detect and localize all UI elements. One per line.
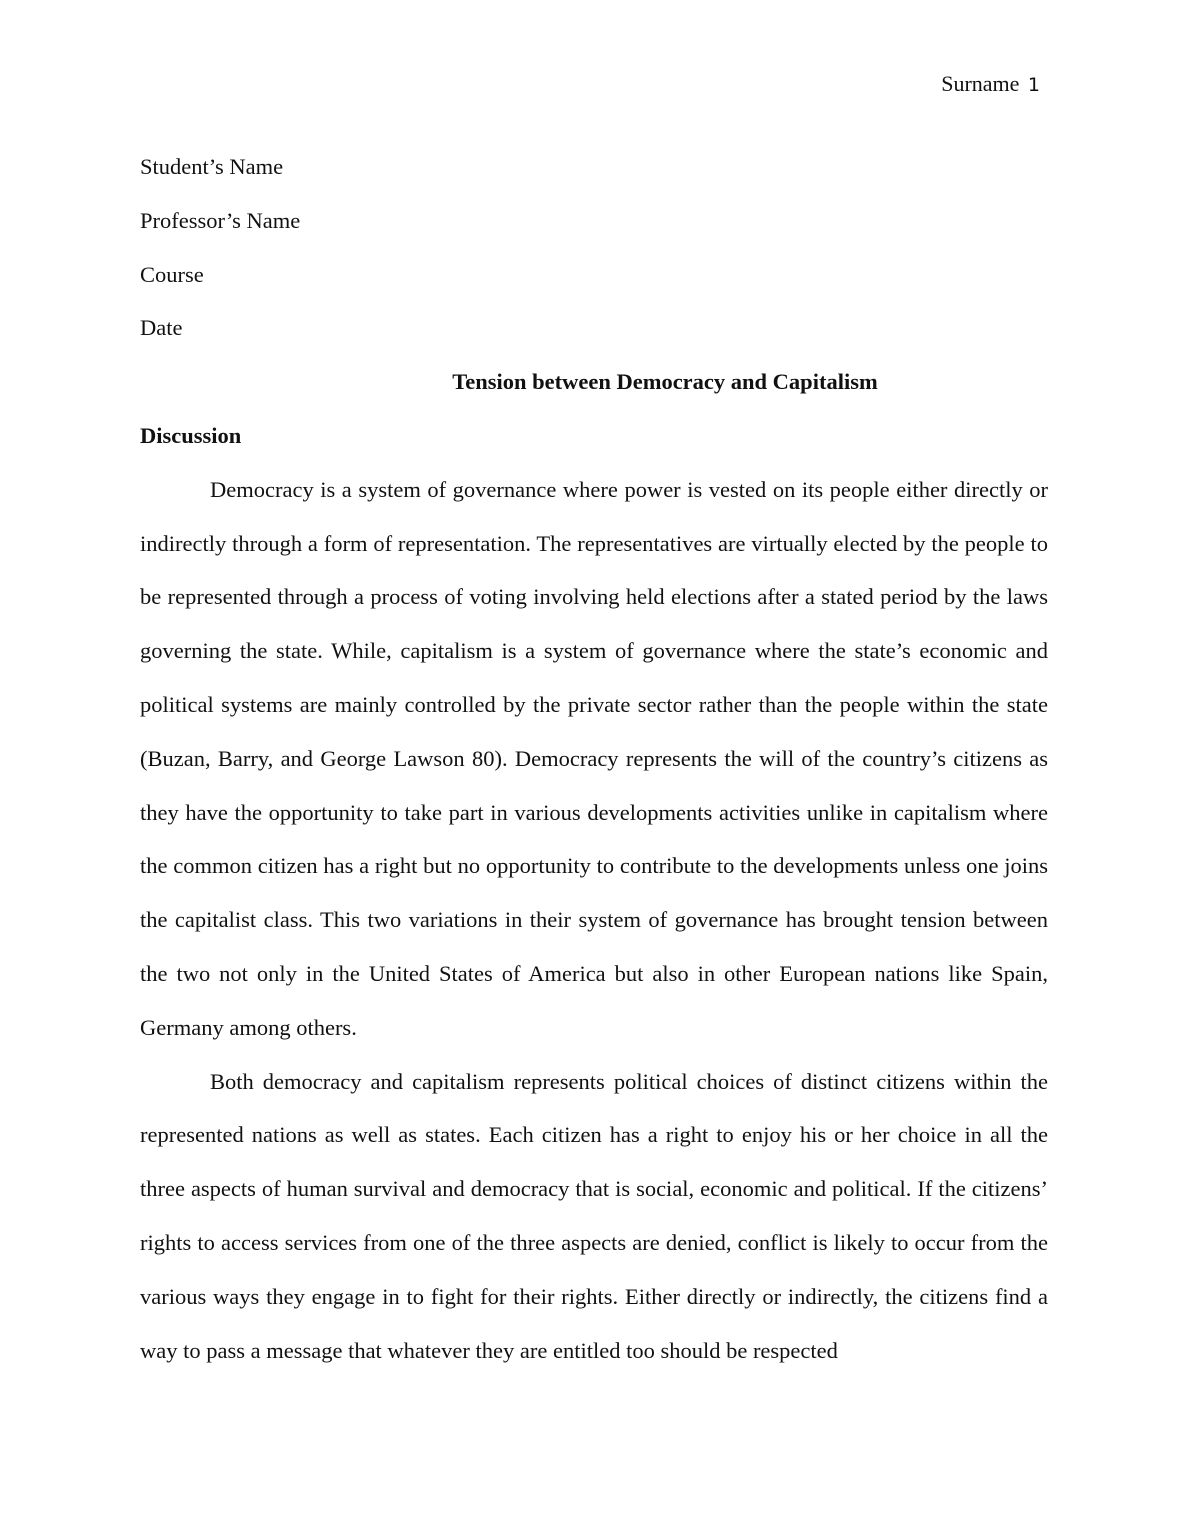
date: Date xyxy=(140,315,183,341)
student-name: Student’s Name xyxy=(140,154,284,179)
body-paragraph-1: Democracy is a system of governance where power is vested on its people either directly or indirectly through a form of representation. The representatives are virtually elected by the people to be represented through a process of voting involving held elections after a stated period by the laws governing the state. While, capitalism is a system of governance where the state’s economic and political systems are mainly controlled by the private sector rather than the people within the state (Buzan, Barry, and George Lawson 80). Democracy represents the will of the country’s citizens as they have the opportunity to take part in various developments activities unlike in capitalism where the common citizen has a right but no opportunity to contribute to the developments unless one joins the capitalist class. This two variations in their system of governance has brought tension between the two not only in the United States of America but also in other European nations like Spain, Germany among others. xyxy=(140,476,1048,1040)
course: Course xyxy=(140,261,204,287)
document-body xyxy=(140,140,1048,1377)
page-number: 1 xyxy=(1027,74,1040,96)
running-header xyxy=(941,70,1040,99)
essay-title: Tension between Democracy and Capitalism xyxy=(452,369,878,395)
body-paragraph-2: Both democracy and capitalism represents political choices of distinct citizens within the represented nations as well as states. Each citizen has a right to enjoy his or her choice in all the three aspects of human survival and democracy that is social, economic and political. If the citizens’ rights to access services from one of the three aspects are denied, conflict is likely to occur from the various ways they engage in to fight for their rights. Either directly or indirectly, the citizens find a way to pass a message that whatever they are entitled too should be respected xyxy=(140,1068,1048,1363)
header-surname: Surname xyxy=(941,71,1020,96)
professor-name: Professor’s Name xyxy=(140,207,301,233)
section-heading: Discussion xyxy=(140,422,242,448)
